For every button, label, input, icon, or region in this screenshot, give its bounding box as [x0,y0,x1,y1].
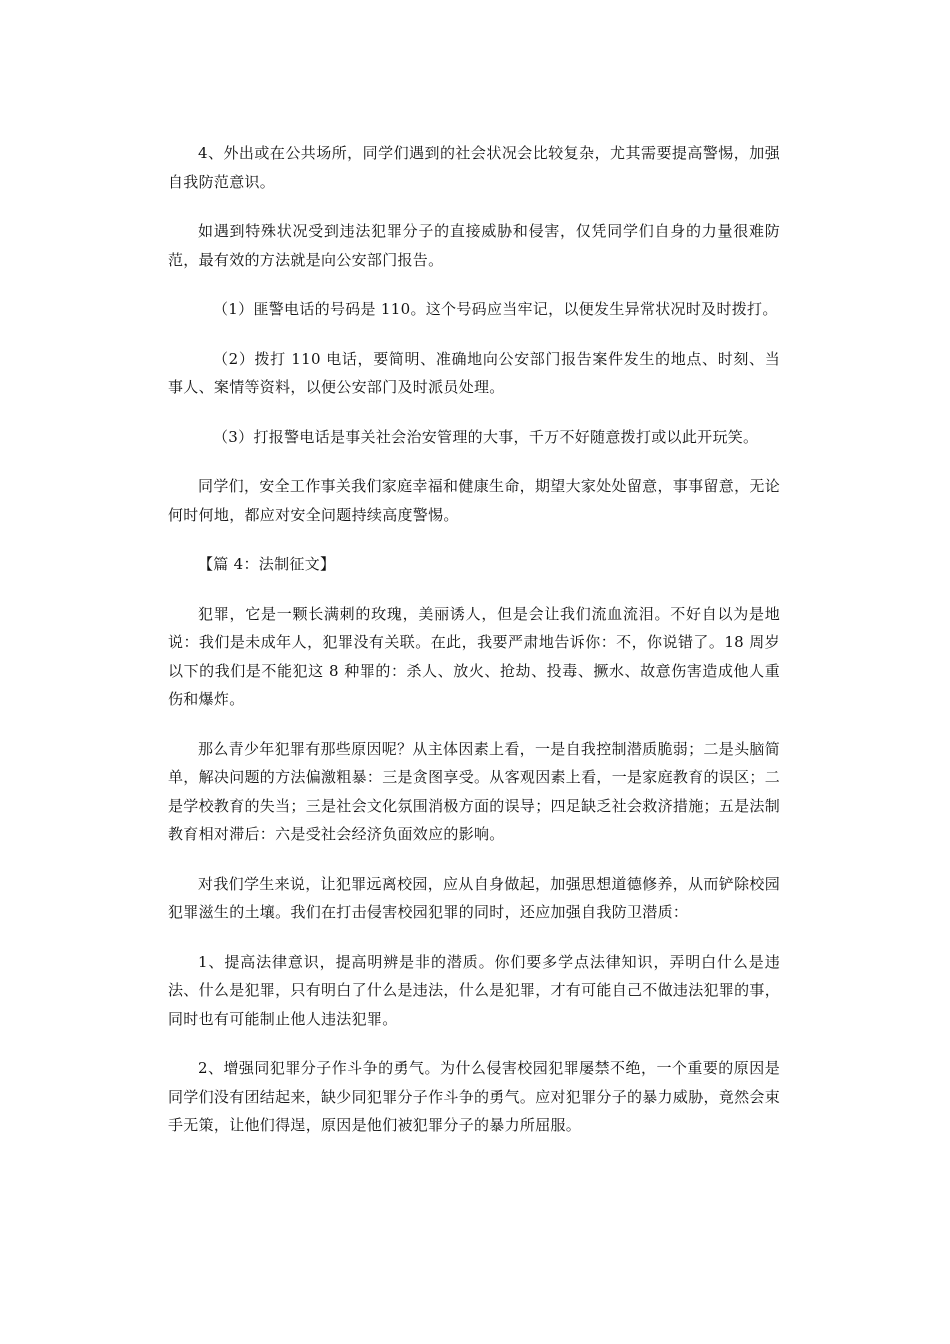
paragraph-crime-causes: 那么青少年犯罪有那些原因呢？从主体因素上看，一是自我控制潜质脆弱；二是头脑简单，解决问题的方法偏激粗暴：三是贪图享受。从客观因素上看，一是家庭教育的误区；二是学校教育的失当；三是社会文化氛围消极方面的误导；四足缺乏社会救济措施；五是法制教育相对滞后：六是受社会经济负面效应的影响。 [168,739,781,843]
section-heading: 【篇 4：法制征文】 [198,555,336,573]
paragraph-report-police: 如遇到特殊状况受到违法犯罪分子的直接威胁和侵害，仅凭同学们自身的力量很难防范，最有效的方法就是向公安部门报告。 [168,222,780,269]
paragraph-safety-closing: 同学们，安全工作事关我们家庭幸福和健康生命，期望大家处处留意，事事留意，无论何时何地，都应对安全问题持续高度警惕。 [168,477,780,524]
paragraph-crime-intro: 犯罪，它是一颗长满刺的玫瑰，美丽诱人，但是会让我们流血流泪。不好自以为是地说：我们是未成年人，犯罪没有关联。在此，我要严肃地告诉你：不，你说错了。18 周岁以下的我们是不能犯这 8 种罪的：杀人、放火、抢劫、投毒、撅水、故意伤害造成他人重伤和爆炸。 [168,604,780,708]
paragraph-legal-awareness: 1、提高法律意识，提高明辨是非的潜质。你们要多学点法律知识，弄明白什么是违法、什么是犯罪，只有明白了什么是违法，什么是犯罪，才有可能自己不做违法犯罪的事，同时也有可能制止他人违法犯罪。 [168,952,781,1028]
paragraph-no-prank-calls: （3）打报警电话是事关社会治安管理的大事，千万不好随意拨打或以此开玩笑。 [213,427,759,446]
paragraph-courage: 2、增强同犯罪分子作斗争的勇气。为什么侵害校园犯罪屡禁不绝，一个重要的原因是同学们没有团结起来，缺少同犯罪分子作斗争的勇气。应对犯罪分子的暴力威胁，竟然会束手无策，让他们得逞，原因是他们被犯罪分子的暴力所屈服。 [168,1059,781,1134]
document-page [168,139,780,1161]
paragraph-self-defense: 对我们学生来说，让犯罪远离校园，应从自身做起，加强思想道德修养，从而铲除校园犯罪滋生的土壤。我们在打击侵害校园犯罪的同时，还应加强自我防卫潜质： [168,874,780,921]
paragraph-outdoor-safety: 4、外出或在公共场所，同学们遇到的社会状况会比较复杂，尤其需要提高警惕，加强自我防范意识。 [168,144,780,191]
paragraph-emergency-number: （1）匪警电话的号码是 110。这个号码应当牢记，以便发生异常状况时及时拨打。 [213,300,778,318]
paragraph-call-instructions: （2）拨打 110 电话，要简明、准确地向公安部门报告案件发生的地点、时刻、当事人、案情等资料，以便公安部门及时派员处理。 [168,349,780,396]
